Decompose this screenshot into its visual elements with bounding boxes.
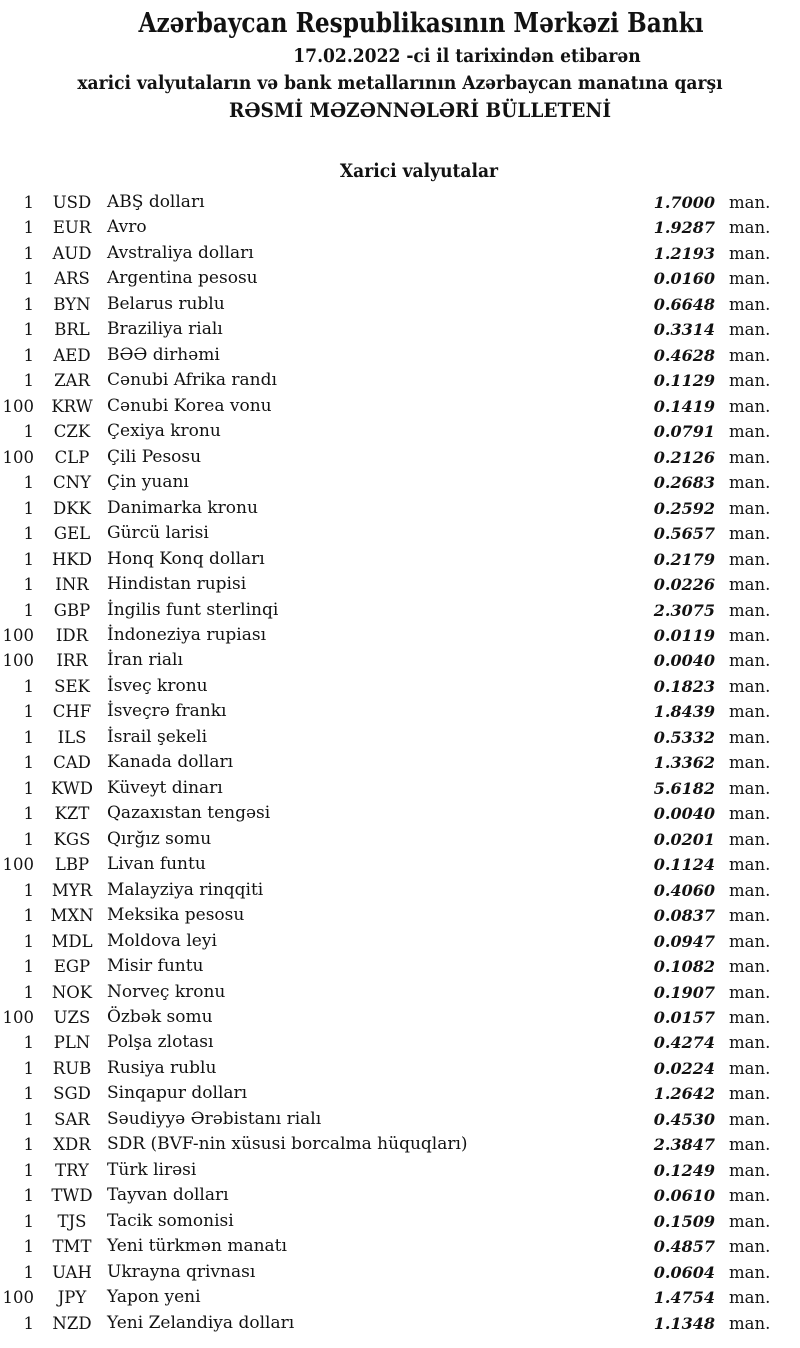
rate-value: 0.0791 [653, 422, 715, 442]
table-row [0, 1005, 800, 1030]
currency-code: EGP [53, 957, 91, 977]
rate-value: 0.4274 [653, 1033, 715, 1053]
table-row [0, 1183, 800, 1208]
rate-unit: man. [729, 320, 771, 340]
currency-name: Meksika pesosu [107, 905, 245, 926]
exchange-rates-table [0, 190, 800, 1336]
table-row [0, 903, 800, 928]
rate-unit: man. [729, 575, 771, 595]
rate-value: 1.7000 [653, 193, 715, 212]
rate-value: 0.2179 [653, 549, 715, 569]
currency-name: İngilis funt sterlinqi [107, 599, 279, 620]
rate-unit: man. [729, 294, 771, 314]
currency-code: KZT [54, 804, 90, 824]
currency-code: TRY [55, 1160, 89, 1180]
rate-unit: man. [729, 651, 771, 671]
table-row [0, 750, 800, 775]
table-row [0, 521, 800, 546]
subject-line: xarici valyutaların və bank metallarının Azərbaycan manatına qarşı [77, 72, 723, 94]
currency-code: IRR [56, 651, 88, 671]
section-title-foreign-currencies: Xarici valyutalar [339, 160, 499, 182]
nominal-value: 1 [23, 1058, 34, 1078]
currency-name: Norveç kronu [107, 981, 226, 1002]
rate-value: 0.1509 [653, 1211, 715, 1231]
currency-name: İndoneziya rupiası [107, 624, 267, 645]
table-row [0, 1030, 800, 1055]
rate-unit: man. [729, 727, 771, 747]
nominal-value: 100 [2, 855, 34, 875]
rate-unit: man. [729, 193, 771, 212]
currency-name: Malayziya rinqqiti [107, 879, 264, 900]
rate-value: 0.4530 [653, 1109, 715, 1129]
currency-name: Avro [107, 217, 147, 238]
currency-code: JPY [57, 1288, 87, 1308]
table-row [0, 241, 800, 266]
rate-unit: man. [729, 1160, 771, 1180]
nominal-value: 1 [23, 1262, 34, 1282]
table-row [0, 1107, 800, 1132]
nominal-value: 100 [2, 651, 34, 671]
nominal-value: 1 [23, 549, 34, 569]
table-row [0, 699, 800, 724]
nominal-value: 1 [23, 473, 34, 493]
currency-code: SGD [53, 1084, 91, 1104]
nominal-value: 1 [23, 1186, 34, 1206]
currency-code: ILS [57, 727, 87, 747]
currency-code: TMT [52, 1237, 92, 1257]
currency-code: ARS [54, 269, 90, 289]
rate-value: 1.2642 [653, 1084, 715, 1104]
nominal-value: 1 [23, 1033, 34, 1053]
table-row [0, 215, 800, 240]
table-row [0, 852, 800, 877]
rate-unit: man. [729, 1008, 771, 1027]
currency-code: RUB [52, 1058, 92, 1078]
bulletin-title: RƏSMİ MƏZƏNNƏLƏRİ BÜLLETENİ [228, 99, 611, 122]
rate-unit: man. [729, 1058, 771, 1078]
currency-code: TWD [51, 1186, 93, 1206]
currency-name: Gürcü larisi [107, 523, 209, 544]
rate-unit: man. [729, 880, 771, 900]
rate-value: 0.0226 [653, 575, 715, 595]
nominal-value: 1 [23, 753, 34, 773]
rate-value: 0.0837 [653, 906, 715, 926]
currency-code: PLN [53, 1033, 91, 1053]
table-row [0, 1260, 800, 1285]
nominal-value: 1 [23, 804, 34, 824]
nominal-value: 100 [2, 625, 34, 645]
rate-unit: man. [729, 625, 771, 645]
currency-code: CNY [53, 473, 91, 493]
table-row [0, 623, 800, 648]
rate-value: 0.0040 [653, 651, 715, 671]
table-row [0, 394, 800, 419]
table-row [0, 317, 800, 342]
table-row [0, 1056, 800, 1081]
nominal-value: 100 [2, 1008, 34, 1027]
currency-code: SAR [54, 1109, 90, 1129]
rate-unit: man. [729, 753, 771, 773]
nominal-value: 1 [23, 727, 34, 747]
nominal-value: 1 [23, 829, 34, 849]
currency-name: Kanada dolları [107, 752, 234, 773]
nominal-value: 1 [23, 243, 34, 263]
currency-code: MXN [50, 906, 94, 926]
nominal-value: 1 [23, 1211, 34, 1231]
currency-name: Tayvan dolları [107, 1185, 229, 1206]
currency-name: ABŞ dolları [107, 192, 205, 212]
rate-value: 0.2683 [653, 473, 715, 493]
rate-value: 0.4628 [653, 345, 715, 365]
table-row [0, 445, 800, 470]
rate-unit: man. [729, 702, 771, 722]
currency-name: İran rialı [107, 650, 183, 671]
currency-name: Qazaxıstan tengəsi [107, 803, 271, 824]
currency-code: AED [53, 345, 91, 365]
rate-value: 0.1249 [653, 1160, 715, 1180]
table-row [0, 1234, 800, 1259]
currency-code: AUD [52, 243, 92, 263]
table-row [0, 1311, 800, 1336]
rate-unit: man. [729, 855, 771, 875]
table-row [0, 776, 800, 801]
rate-value: 0.0604 [653, 1262, 715, 1282]
bank-name-title: Azərbaycan Respublikasının Mərkəzi Bankı [138, 8, 704, 39]
rate-unit: man. [729, 676, 771, 696]
nominal-value: 1 [23, 1313, 34, 1333]
table-row [0, 878, 800, 903]
nominal-value: 1 [23, 1084, 34, 1104]
currency-name: Misir funtu [107, 956, 204, 977]
rate-unit: man. [729, 778, 771, 798]
nominal-value: 1 [23, 931, 34, 951]
currency-name: Özbək somu [107, 1007, 213, 1027]
rate-unit: man. [729, 1313, 771, 1333]
rate-unit: man. [729, 243, 771, 263]
table-row [0, 801, 800, 826]
currency-name: Cənubi Korea vonu [107, 395, 272, 416]
nominal-value: 1 [23, 957, 34, 977]
nominal-value: 1 [23, 1237, 34, 1257]
table-row [0, 980, 800, 1005]
currency-code: CAD [53, 753, 91, 773]
nominal-value: 1 [23, 1135, 34, 1155]
rate-unit: man. [729, 345, 771, 365]
currency-name: Sinqapur dolları [107, 1083, 248, 1104]
rate-unit: man. [729, 804, 771, 824]
rate-value: 2.3075 [653, 600, 715, 620]
rate-unit: man. [729, 1186, 771, 1206]
nominal-value: 1 [23, 294, 34, 314]
currency-code: IDR [55, 625, 89, 645]
currency-code: CLP [54, 447, 90, 467]
rate-value: 0.0201 [653, 829, 715, 849]
table-row [0, 1285, 800, 1310]
currency-name: SDR (BVF-nin xüsusi borcalma hüquqları) [107, 1134, 468, 1155]
rate-value: 1.4754 [653, 1288, 715, 1308]
rate-unit: man. [729, 269, 771, 289]
nominal-value: 1 [23, 498, 34, 518]
currency-code: KGS [53, 829, 91, 849]
rate-value: 0.0610 [653, 1186, 715, 1206]
currency-code: CZK [53, 422, 91, 442]
currency-code: TJS [57, 1211, 87, 1231]
table-row [0, 1081, 800, 1106]
table-row [0, 674, 800, 699]
currency-code: UAH [52, 1262, 92, 1282]
rate-unit: man. [729, 498, 771, 518]
table-row [0, 1209, 800, 1234]
rate-value: 0.2592 [653, 498, 715, 518]
rate-value: 0.5657 [653, 524, 715, 544]
currency-code: SEK [54, 676, 90, 696]
table-row [0, 368, 800, 393]
currency-name: Türk lirəsi [107, 1159, 197, 1180]
currency-name: Yapon yeni [107, 1287, 201, 1308]
rate-unit: man. [729, 1084, 771, 1104]
table-row [0, 419, 800, 444]
nominal-value: 1 [23, 676, 34, 696]
rate-unit: man. [729, 371, 771, 391]
rate-value: 0.0157 [653, 1008, 715, 1027]
rate-value: 0.1129 [653, 371, 715, 391]
rate-unit: man. [729, 1033, 771, 1053]
currency-code: DKK [53, 498, 91, 518]
rate-unit: man. [729, 473, 771, 493]
nominal-value: 1 [23, 371, 34, 391]
nominal-value: 1 [23, 345, 34, 365]
currency-name: Honq Konq dolları [107, 548, 265, 569]
currency-name: Yeni türkmən manatı [107, 1236, 287, 1257]
rate-unit: man. [729, 422, 771, 442]
currency-code: GEL [53, 524, 91, 544]
nominal-value: 100 [2, 1288, 34, 1308]
currency-name: Cənubi Afrika randı [107, 370, 277, 391]
nominal-value: 1 [23, 982, 34, 1002]
rate-value: 0.0040 [653, 804, 715, 824]
rate-value: 1.3362 [653, 753, 715, 773]
rate-value: 0.6648 [653, 294, 715, 314]
currency-name: Çexiya kronu [107, 421, 221, 442]
rate-unit: man. [729, 524, 771, 544]
currency-code: GBP [53, 600, 91, 620]
currency-name: İsrail şekeli [107, 726, 207, 747]
rate-value: 0.0160 [653, 269, 715, 289]
nominal-value: 1 [23, 422, 34, 442]
currency-name: BƏƏ dirhəmi [107, 344, 220, 365]
currency-code: MDL [51, 931, 93, 951]
currency-code: XDR [53, 1135, 91, 1155]
rate-unit: man. [729, 829, 771, 849]
rate-value: 0.4060 [653, 880, 715, 900]
currency-code: HKD [52, 549, 92, 569]
rate-unit: man. [729, 931, 771, 951]
currency-name: Danimarka kronu [107, 497, 258, 518]
rate-value: 0.0119 [653, 625, 715, 645]
currency-name: Avstraliya dolları [107, 242, 254, 263]
currency-code: INR [55, 575, 89, 595]
rate-value: 0.0947 [653, 931, 715, 951]
nominal-value: 1 [23, 320, 34, 340]
nominal-value: 1 [23, 702, 34, 722]
currency-code: BYN [53, 294, 91, 314]
rate-value: 0.1082 [653, 957, 715, 977]
nominal-value: 1 [23, 880, 34, 900]
rate-unit: man. [729, 549, 771, 569]
nominal-value: 1 [23, 600, 34, 620]
currency-code: CHF [52, 702, 92, 722]
table-row [0, 547, 800, 572]
nominal-value: 1 [23, 218, 34, 238]
nominal-value: 1 [23, 575, 34, 595]
rate-unit: man. [729, 906, 771, 926]
currency-code: NZD [52, 1313, 92, 1333]
rate-value: 0.2126 [653, 447, 715, 467]
currency-code: KWD [51, 778, 93, 798]
rate-unit: man. [729, 447, 771, 467]
rate-value: 0.1419 [653, 396, 715, 416]
rate-value: 0.5332 [653, 727, 715, 747]
table-row [0, 496, 800, 521]
currency-name: Ukrayna qrivnası [107, 1261, 256, 1282]
table-row [0, 190, 800, 215]
rate-value: 1.1348 [653, 1313, 715, 1333]
nominal-value: 100 [2, 396, 34, 416]
currency-code: EUR [52, 218, 92, 238]
table-row [0, 266, 800, 291]
currency-name: Moldova leyi [107, 930, 217, 951]
table-row [0, 725, 800, 750]
nominal-value: 1 [23, 1160, 34, 1180]
rate-unit: man. [729, 1109, 771, 1129]
table-row [0, 292, 800, 317]
rate-unit: man. [729, 1288, 771, 1308]
currency-code: LBP [54, 855, 90, 875]
currency-name: Polşa zlotası [107, 1032, 214, 1053]
currency-name: Küveyt dinarı [107, 777, 223, 798]
rate-value: 1.9287 [653, 218, 715, 238]
currency-name: Braziliya rialı [107, 319, 223, 340]
table-row [0, 470, 800, 495]
currency-code: MYR [51, 880, 93, 900]
nominal-value: 1 [23, 193, 34, 212]
rate-unit: man. [729, 982, 771, 1002]
currency-code: USD [52, 193, 92, 212]
currency-name: İsveçrə frankı [107, 701, 227, 722]
nominal-value: 1 [23, 524, 34, 544]
table-row [0, 954, 800, 979]
effective-date-line: 17.02.2022 -ci il tarixindən etibarən [293, 45, 641, 67]
table-row [0, 1158, 800, 1183]
currency-code: KRW [51, 396, 93, 416]
currency-name: İsveç kronu [107, 675, 208, 696]
currency-code: BRL [54, 320, 90, 340]
currency-name: Çin yuanı [107, 472, 189, 493]
table-row [0, 1132, 800, 1157]
nominal-value: 1 [23, 1109, 34, 1129]
table-row [0, 598, 800, 623]
rate-unit: man. [729, 1211, 771, 1231]
currency-name: Hindistan rupisi [107, 574, 247, 595]
currency-code: NOK [51, 982, 93, 1002]
rate-value: 5.6182 [653, 778, 715, 798]
table-row [0, 343, 800, 368]
rate-value: 0.1124 [653, 855, 715, 875]
table-row [0, 929, 800, 954]
currency-name: Argentina pesosu [107, 268, 258, 289]
currency-name: Səudiyyə Ərəbistanı rialı [107, 1108, 322, 1129]
table-row [0, 572, 800, 597]
rate-value: 0.1907 [653, 982, 715, 1002]
rate-value: 0.3314 [653, 320, 715, 340]
currency-code: ZAR [54, 371, 90, 391]
rate-unit: man. [729, 1237, 771, 1257]
currency-name: Qırğız somu [107, 828, 212, 849]
currency-name: Rusiya rublu [107, 1057, 217, 1078]
nominal-value: 100 [2, 447, 34, 467]
currency-name: Tacik somonisi [107, 1210, 234, 1231]
rate-unit: man. [729, 1262, 771, 1282]
rate-unit: man. [729, 218, 771, 238]
nominal-value: 1 [23, 906, 34, 926]
rate-unit: man. [729, 600, 771, 620]
table-row [0, 827, 800, 852]
currency-name: Yeni Zelandiya dolları [107, 1312, 295, 1333]
nominal-value: 1 [23, 269, 34, 289]
rate-value: 1.2193 [653, 243, 715, 263]
currency-name: Çili Pesosu [107, 446, 202, 467]
rate-unit: man. [729, 396, 771, 416]
rate-value: 0.0224 [653, 1058, 715, 1078]
rate-value: 0.1823 [653, 676, 715, 696]
currency-name: Belarus rublu [107, 293, 225, 314]
rate-value: 2.3847 [653, 1135, 715, 1155]
currency-code: UZS [53, 1008, 91, 1027]
nominal-value: 1 [23, 778, 34, 798]
rate-unit: man. [729, 1135, 771, 1155]
currency-name: Livan funtu [107, 854, 206, 875]
rate-unit: man. [729, 957, 771, 977]
rate-value: 0.4857 [653, 1237, 715, 1257]
rate-value: 1.8439 [653, 702, 715, 722]
table-row [0, 648, 800, 673]
